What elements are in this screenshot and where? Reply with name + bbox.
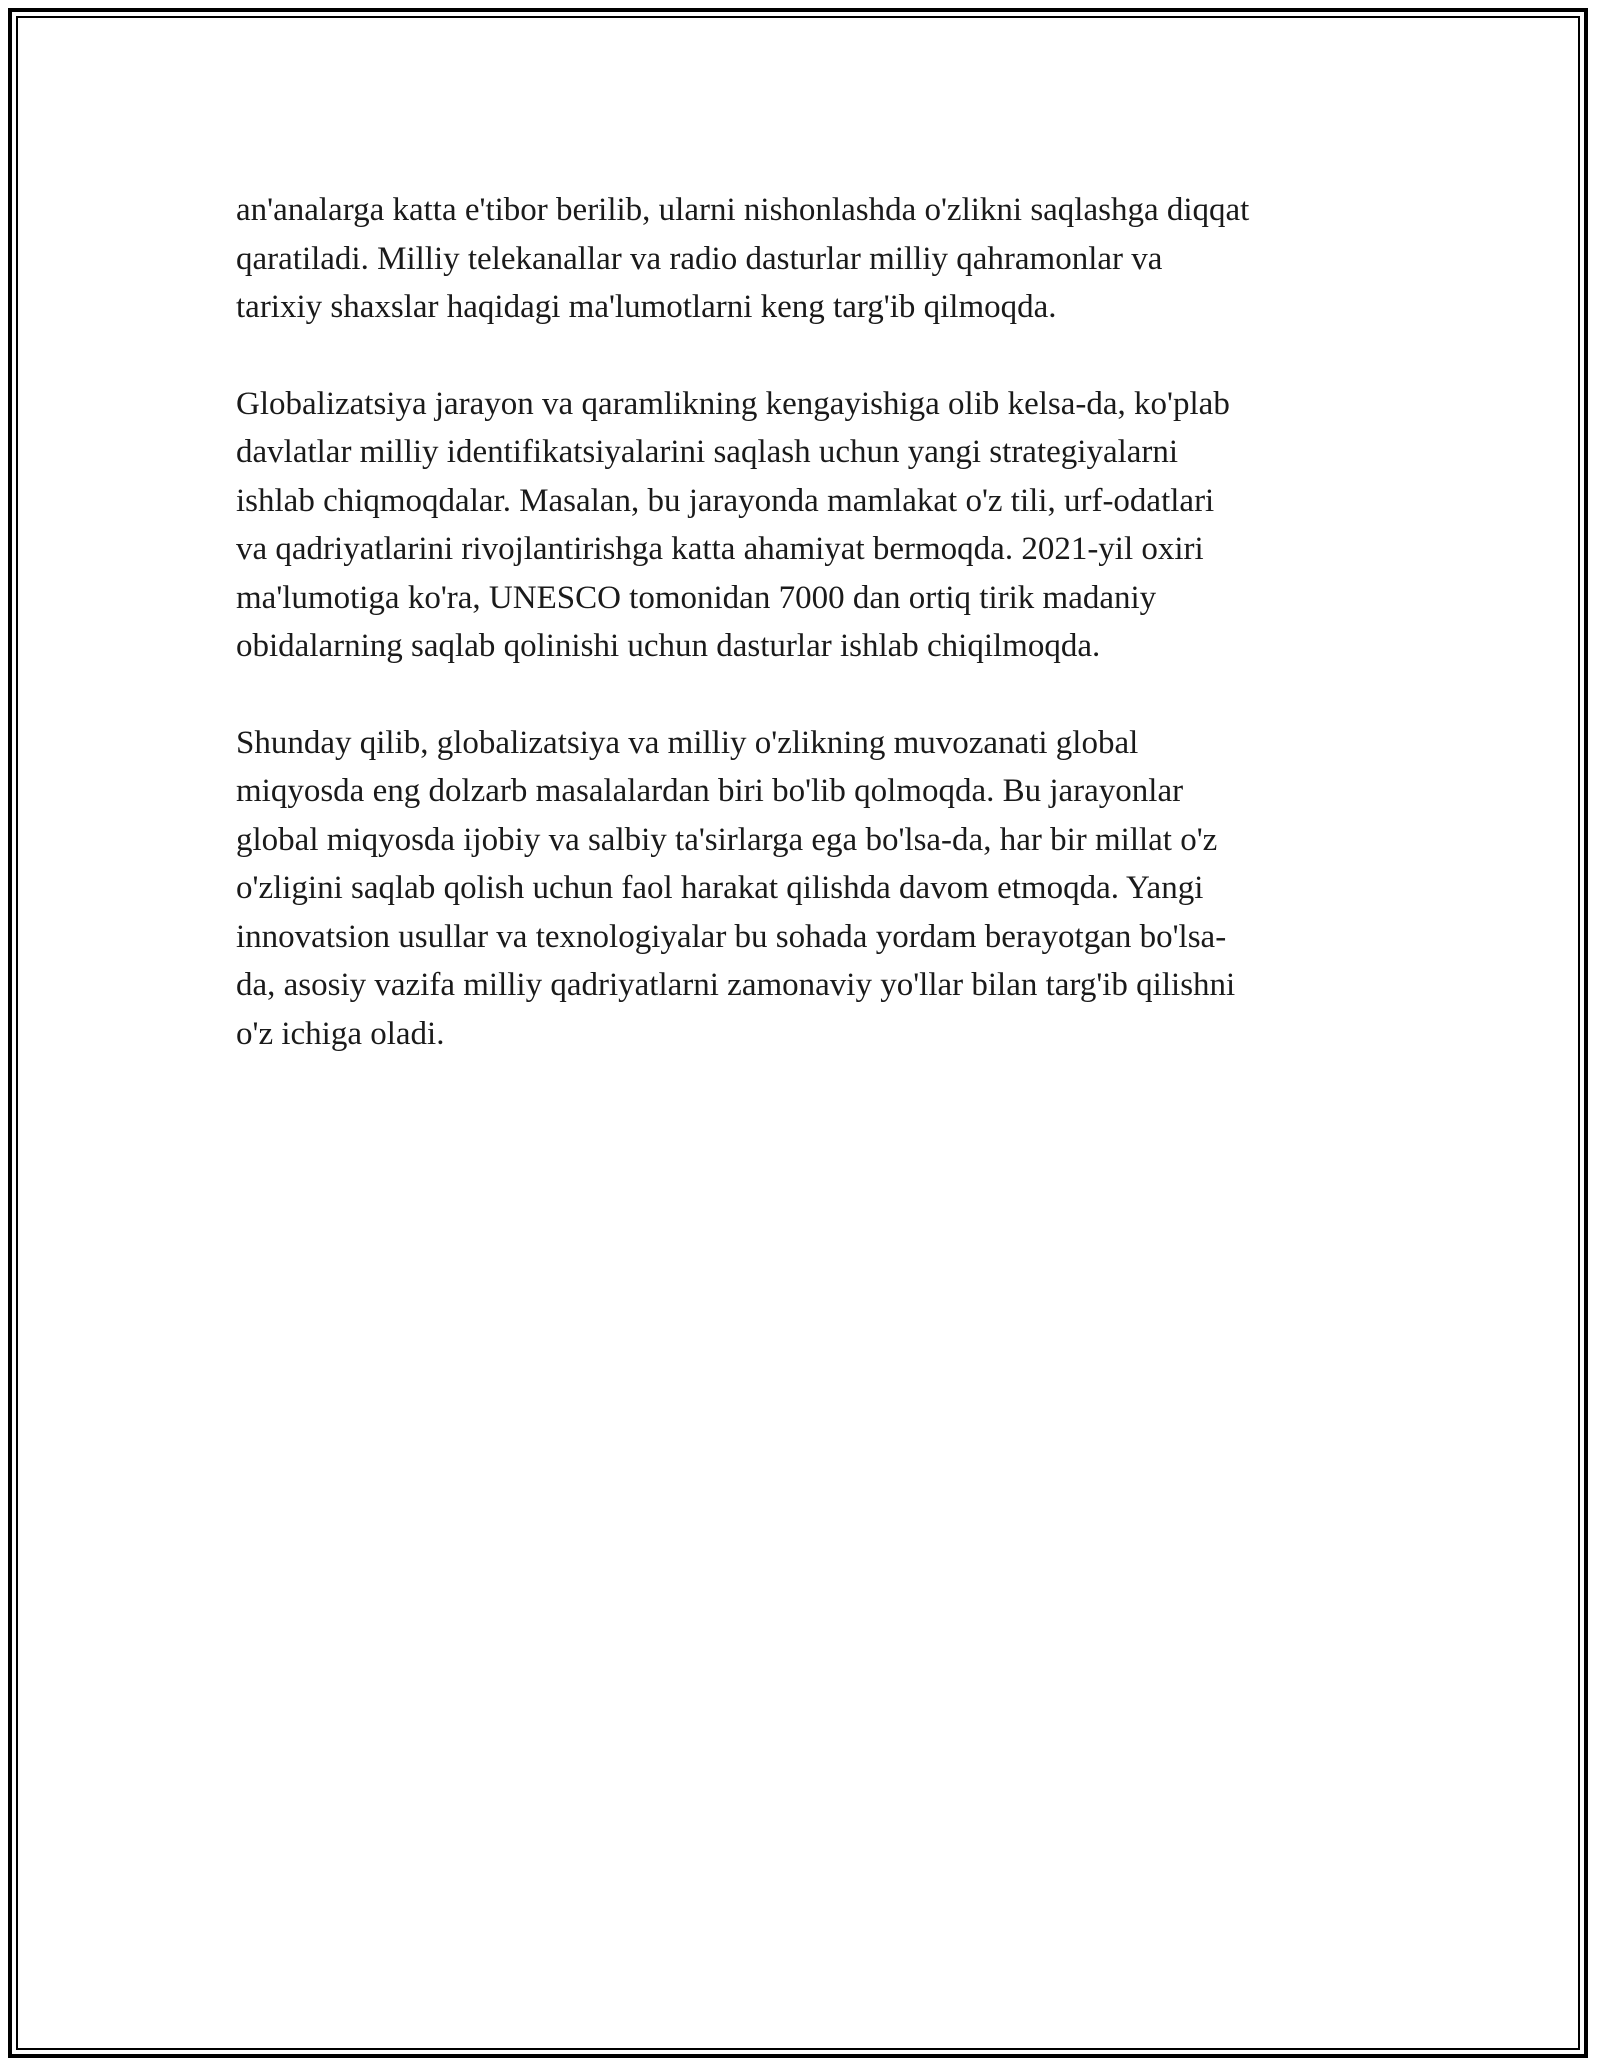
paragraph-1: an'analarga katta e'tibor berilib, ularni nishonlashda o'zlikni saqlashga diqqat qaratiladi. Milliy telekanallar va radio dasturlar milliy qahramonlar va tarixiy shaxslar haqidagi ma'lumotlarni keng targ'ib qilmoqda. [236, 192, 1250, 325]
paragraph-3: Shunday qilib, globalizatsiya va milliy o'zlikning muvozanati global miqyosda eng dolzarb masalalardan biri bo'lib qolmoqda. Bu jarayonlar global miqyosda ijobiy va salbiy ta'sirlarga ega bo'lsa-da, har bir millat o'z o'zligini saqlab qolish uchun faol harakat qilishda davom etmoqda. Yangi innovatsion usullar va texnologiyalar bu sohada yordam berayotgan bo'lsa- da, asosiy vazifa milliy qadriyatlarni zamonaviy yo'llar bilan targ'ib qilishni o'z ichiga oladi. [236, 724, 1236, 1052]
paragraph-2: Globalizatsiya jarayon va qaramlikning kengayishiga olib kelsa-da, ko'plab davlatlar milliy identifikatsiyalarini saqlash uchun yangi strategiyalarni ishlab chiqmoqdalar. Masalan, bu jarayonda mamlakat o'z tili, urf-odatlari va qadriyatlarini rivojlantirishga katta ahamiyat bermoqda. 2021-yil oxiri ma'lumotiga ko'ra, UNESCO tomonidan 7000 dan ortiq tirik madaniy obidalarning saqlab qolinishi uchun dasturlar ishlab chiqilmoqda. [236, 385, 1230, 664]
document-body [236, 186, 1376, 1106]
